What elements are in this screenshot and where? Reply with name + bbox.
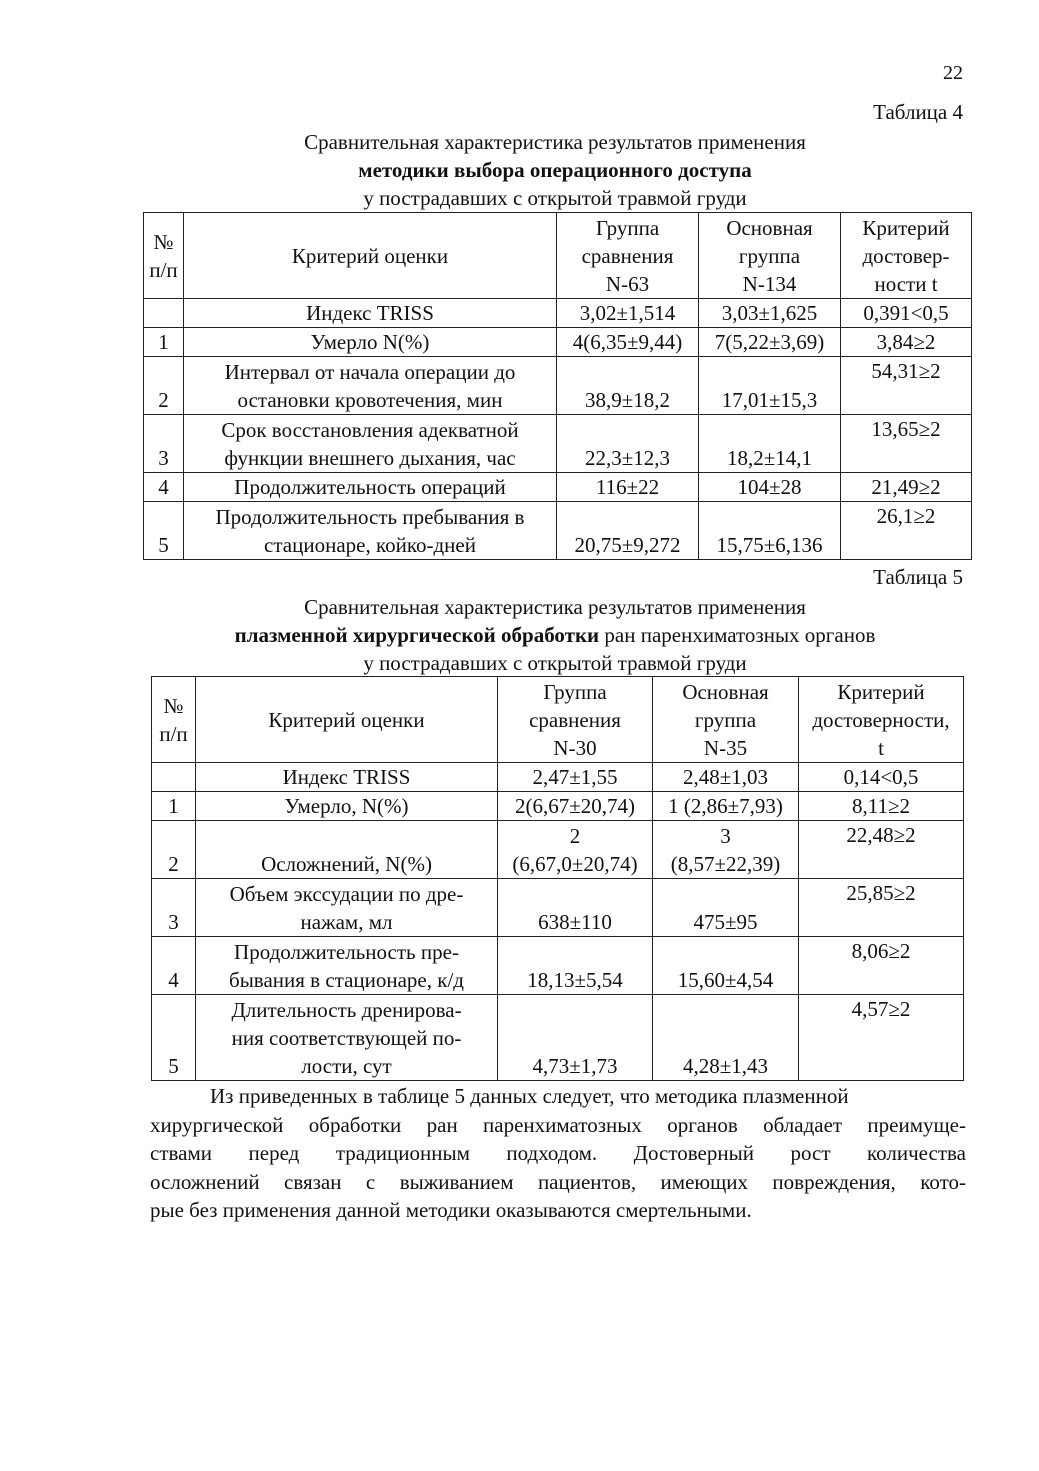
paragraph-line: осложнений связан с выживанием пациентов, имеющих повреждения, кото-: [150, 1169, 966, 1194]
table-row: [144, 357, 972, 415]
row-criterion: Объем экссудации по дре- нажам, мл: [196, 879, 498, 937]
table-row: [144, 415, 972, 473]
row-num: 5: [152, 995, 196, 1081]
row-criterion: Продолжительность пребывания в стационаре, койко-дней: [184, 502, 557, 560]
table4-header-num: № п/п: [144, 213, 184, 299]
row-main-value: 15,75±6,136: [699, 502, 841, 560]
table4-title: [140, 128, 970, 212]
paragraph-line: ствами перед традиционным подходом. Достоверный рост количества: [150, 1141, 966, 1165]
row-comparison-value: 22,3±12,3: [557, 415, 699, 473]
row-num: 3: [144, 415, 184, 473]
table-row: [144, 502, 972, 560]
table5-header-comparison-group: Группа сравнения N-30: [498, 677, 653, 763]
conclusion-paragraph: [150, 1082, 966, 1225]
table4-caption: Таблица 4: [873, 100, 963, 124]
row-criterion: Продолжительность операций: [184, 473, 557, 502]
row-comparison-value: 18,13±5,54: [498, 937, 653, 995]
table4-header-row: [144, 213, 972, 299]
paragraph-line: хирургической обработки ран паренхиматозных органов обладает преимуще-: [150, 1112, 966, 1137]
table-row: [152, 879, 964, 937]
row-comparison-value: 2(6,67±20,74): [498, 792, 653, 821]
table-row: [152, 792, 964, 821]
row-t-value: 4,57≥2: [799, 995, 964, 1081]
table4-header-criterion: Критерий оценки: [184, 213, 557, 299]
row-main-value: 17,01±15,3: [699, 357, 841, 415]
table4-title-line3: у пострадавших с открытой травмой груди: [363, 186, 747, 210]
row-main-value: 15,60±4,54: [653, 937, 799, 995]
row-comparison-value: 3,02±1,514: [557, 299, 699, 328]
row-criterion: Умерло, N(%): [196, 792, 498, 821]
row-criterion: Индекс TRISS: [184, 299, 557, 328]
table5-title-line1: Сравнительная характеристика результатов применения: [304, 595, 806, 619]
row-num: [144, 299, 184, 328]
row-t-value: 54,31≥2: [841, 357, 972, 415]
row-criterion: Длительность дренирова- ния соответствующей по- лости, сут: [196, 995, 498, 1081]
row-num: 4: [144, 473, 184, 502]
row-main-value: 18,2±14,1: [699, 415, 841, 473]
table5-title-rest: ран паренхиматозных органов: [599, 623, 876, 647]
row-t-value: 13,65≥2: [841, 415, 972, 473]
row-t-value: 0,391<0,5: [841, 299, 972, 328]
row-comparison-value: 638±110: [498, 879, 653, 937]
row-num: 1: [152, 792, 196, 821]
row-t-value: 8,06≥2: [799, 937, 964, 995]
row-t-value: 0,14<0,5: [799, 763, 964, 792]
paragraph-line: рые без применения данной методики оказываются смертельными.: [150, 1198, 752, 1222]
table5-title-bold: плазменной хирургической обработки: [234, 623, 600, 647]
row-num: 2: [152, 821, 196, 879]
row-comparison-value: 2 (6,67,0±20,74): [498, 821, 653, 879]
row-criterion: Интервал от начала операции до остановки кровотечения, мин: [184, 357, 557, 415]
table5-header-row: [152, 677, 964, 763]
row-criterion: Продолжительность пре- бывания в стационаре, к/д: [196, 937, 498, 995]
row-main-value: 1 (2,86±7,93): [653, 792, 799, 821]
row-t-value: 3,84≥2: [841, 328, 972, 357]
row-num: 4: [152, 937, 196, 995]
table-row: [144, 473, 972, 502]
row-comparison-value: 38,9±18,2: [557, 357, 699, 415]
table4-header-comparison-group: Группа сравнения N-63: [557, 213, 699, 299]
row-comparison-value: 4(6,35±9,44): [557, 328, 699, 357]
row-t-value: 8,11≥2: [799, 792, 964, 821]
table-row: [152, 995, 964, 1081]
table5-header-criterion: Критерий оценки: [196, 677, 498, 763]
table-row: [144, 328, 972, 357]
row-comparison-value: 2,47±1,55: [498, 763, 653, 792]
table4-title-line1: Сравнительная характеристика результатов применения: [304, 130, 806, 154]
row-comparison-value: 4,73±1,73: [498, 995, 653, 1081]
page-number: 22: [943, 62, 963, 84]
row-main-value: 3 (8,57±22,39): [653, 821, 799, 879]
row-criterion: Умерло N(%): [184, 328, 557, 357]
row-comparison-value: 20,75±9,272: [557, 502, 699, 560]
row-main-value: 4,28±1,43: [653, 995, 799, 1081]
row-num: 1: [144, 328, 184, 357]
row-t-value: 21,49≥2: [841, 473, 972, 502]
row-t-value: 25,85≥2: [799, 879, 964, 937]
row-num: 5: [144, 502, 184, 560]
row-main-value: 2,48±1,03: [653, 763, 799, 792]
table-row: [152, 821, 964, 879]
table4-header-main-group: Основная группа N-134: [699, 213, 841, 299]
row-t-value: 26,1≥2: [841, 502, 972, 560]
row-criterion: Осложнений, N(%): [196, 821, 498, 879]
row-num: 3: [152, 879, 196, 937]
table5-caption: Таблица 5: [873, 565, 963, 589]
paragraph-line: Из приведенных в таблице 5 данных следует, что методика плазменной: [210, 1084, 849, 1108]
table4-title-bold: методики выбора операционного доступа: [358, 158, 752, 182]
table-row: [152, 937, 964, 995]
table4-header-reliability: Критерий достовер- ности t: [841, 213, 972, 299]
row-main-value: 3,03±1,625: [699, 299, 841, 328]
table-row: [152, 763, 964, 792]
row-main-value: 104±28: [699, 473, 841, 502]
row-criterion: Индекс TRISS: [196, 763, 498, 792]
table5-header-main-group: Основная группа N-35: [653, 677, 799, 763]
table5-title: [140, 593, 970, 677]
row-criterion: Срок восстановления адекватной функции внешнего дыхания, час: [184, 415, 557, 473]
row-num: 2: [144, 357, 184, 415]
table5-title-line3: у пострадавших с открытой травмой груди: [363, 651, 747, 675]
table5-header-num: № п/п: [152, 677, 196, 763]
row-comparison-value: 116±22: [557, 473, 699, 502]
table5-header-reliability: Критерий достоверности, t: [799, 677, 964, 763]
table4: [143, 212, 972, 560]
row-num: [152, 763, 196, 792]
table5: [151, 676, 964, 1081]
table-row: [144, 299, 972, 328]
row-t-value: 22,48≥2: [799, 821, 964, 879]
row-main-value: 475±95: [653, 879, 799, 937]
row-main-value: 7(5,22±3,69): [699, 328, 841, 357]
